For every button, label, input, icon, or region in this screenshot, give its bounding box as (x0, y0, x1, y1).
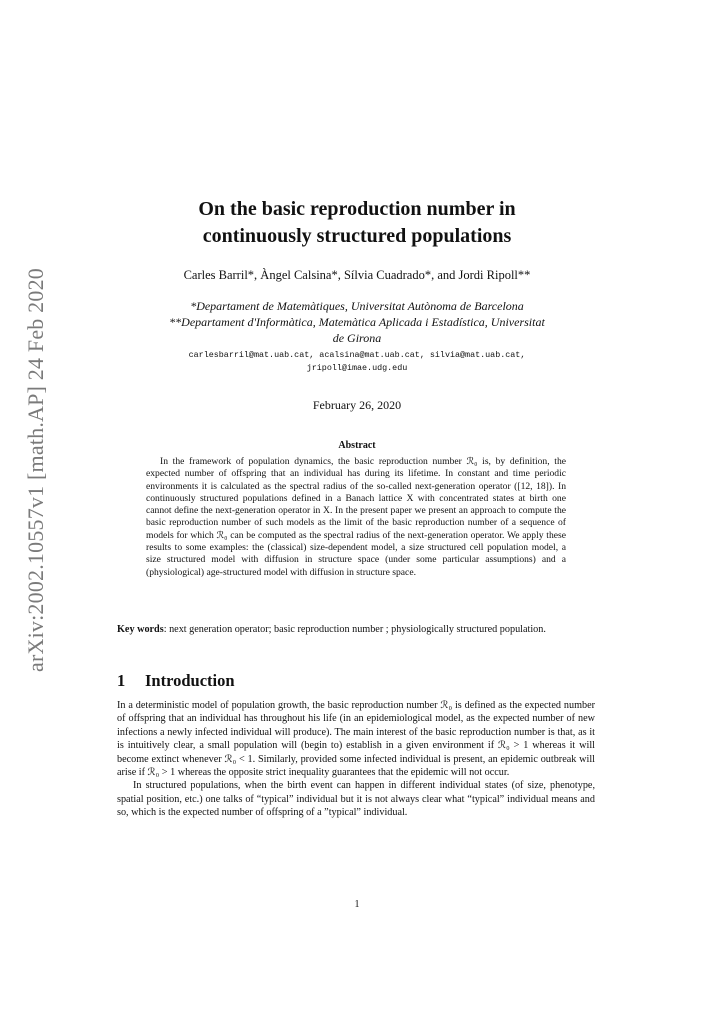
affiliations (112, 298, 602, 346)
abstract-text: In the framework of population dynamics, the basic reproduction number ℛ₀ is, by definition, the expected number of offspring that an individual has during its lifetime. In constant and time periodic environments it is calculated as the spectral radius of the so-called next-generation operator ([12, 18]). In continuously structured populations defined in a Banach lattice X with concentrated states at birth one cannot define the next-generation operator in X. In the present paper we present an approach to compute the basic reproduction number of such models as the limit of the basic reproduction number of a sequence of models for which ℛ₀ can be computed as the spectral radius of the next-generation operator. We apply these results to some examples: the (classical) size-dependent model, a size structured cell population model, a size structured model with diffusion in structure space (under some particular assumptions) and a (physiological) age-structured model with diffusion in structure space. (146, 456, 566, 578)
title-line-1: On the basic reproduction number in (198, 198, 516, 220)
keywords-text: : next generation operator; basic reproduction number ; physiologically structured population. (163, 624, 546, 635)
affiliation-1: *Departament de Matemàtiques, Universitat Autònoma de Barcelona (190, 299, 524, 313)
arxiv-stamp: arXiv:2002.10557v1 [math.AP] 24 Feb 2020 (23, 268, 48, 672)
section-title: Introduction (145, 671, 235, 690)
affiliation-2-cont: de Girona (332, 331, 382, 345)
section-heading (117, 671, 235, 691)
keywords-label: Key words (117, 624, 164, 635)
intro-paragraph-1: In a deterministic model of population growth, the basic reproduction number ℛ₀ is defined as the expected number of offspring that an individual has throughout his life (in an epidemiological model, as the expected number of new infections a newly infected individual will produce). The main interest of the basic reproduction number is that, as it is intuitively clear, a small population will (begin to) establish in a given environment if ℛ₀ > 1 whereas it will become extinct whenever ℛ₀ < 1. Similarly, provided some infected individual is present, an epidemic outbreak will arise if ℛ₀ > 1 whereas the opposite strict inequality guarantees that the epidemic will not occur. (117, 700, 595, 779)
paper-date: February 26, 2020 (312, 398, 402, 412)
keywords (117, 623, 595, 636)
affiliation-2: **Departament d'Informàtica, Matemàtica Aplicada i Estadística, Universitat (169, 315, 545, 329)
emails-line-2: jripoll@imae.udg.edu (306, 363, 408, 373)
paper-title (120, 196, 594, 250)
page-number: 1 (354, 899, 360, 910)
author-emails (130, 349, 584, 375)
author-list: Carles Barril*, Àngel Calsina*, Sílvia Cuadrado*, and Jordi Ripoll** (183, 268, 531, 282)
intro-paragraph-2: In structured populations, when the birth event can happen in different individual states (of size, phenotype, spatial position, etc.) one talks of “typical” individual but it is not always clear what “typical” individual means and so, which is the expected number of offspring of a ”typical” individual. (117, 780, 595, 819)
introduction-body (117, 699, 595, 820)
abstract-heading: Abstract (338, 440, 376, 451)
section-number: 1 (117, 671, 126, 690)
emails-line-1: carlesbarril@mat.uab.cat, acalsina@mat.uab.cat, silvia@mat.uab.cat, (188, 350, 526, 360)
title-line-2: continuously structured populations (202, 225, 512, 247)
